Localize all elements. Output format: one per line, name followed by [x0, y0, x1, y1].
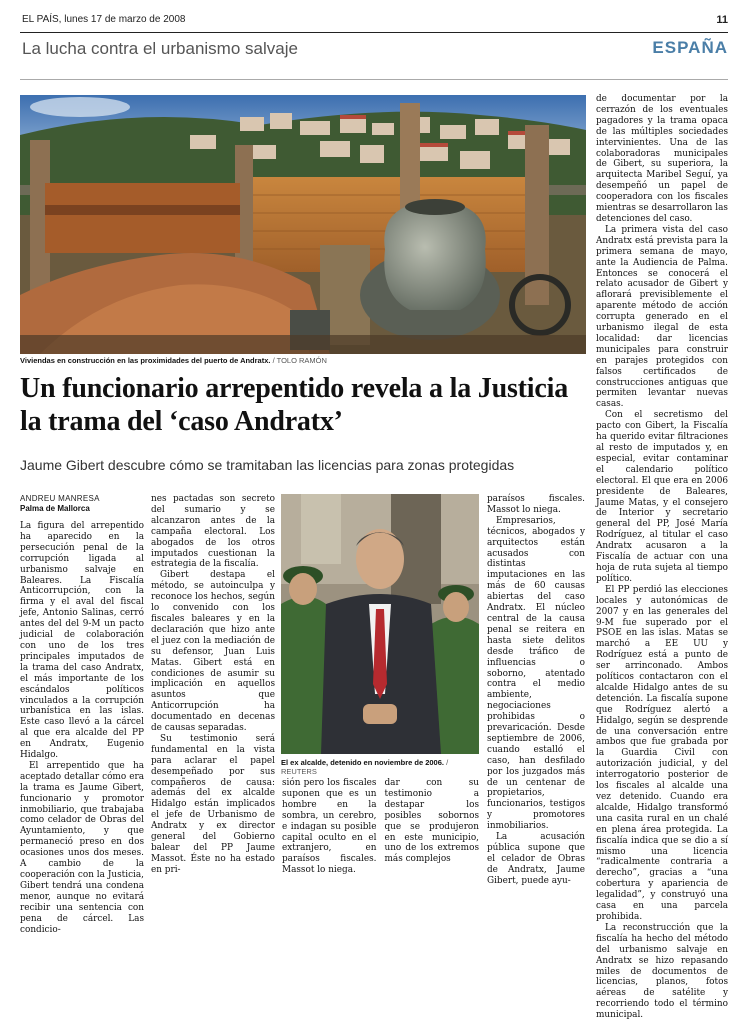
paragraph: Empresarios, técnicos, abogados y arquitectos están acusados con distintas imputaciones en las más de 60 causas abiertas del caso Andratx. El núcleo central de la causa penal se reitera en hasta siete delitos desde tráfico de influencias o soborno, atentado contra el medio ambiente, negociaciones prohibidas o prevaricación. Desde septiembre de 2006, cuando estalló el caso, han desfilado por los juzgados más de un centenar de propietarios, funcionarios, testigos y promotores inmobiliarios. [487, 515, 585, 832]
caption-text: Viviendas en construcción en las proximidades del puerto de Andratx. [20, 356, 271, 365]
article-headline: Un funcionario arrepentido revela a la Justicia la trama del ‘caso Andratx’ [20, 373, 568, 437]
byline-author: ANDREU MANRESA [20, 494, 100, 503]
section-title: La lucha contra el urbanismo salvaje [22, 39, 298, 58]
paragraph: El arrepentido que ha aceptado detallar cómo era la trama es Jaume Gibert, funcionario y promotor inmobiliario, que trabajaba como celador de Obras del Ayuntamiento, y que permaneció preso en dos ocasiones unos dos meses. A cambio de la cooperación con la Justicia, Gibert tendrá una condena menor, aunque no evitará recibir una sentencia con pena de cárcel. Las condicio- [20, 760, 144, 935]
caption-text-2: El ex alcalde, detenido en noviembre de 2006. [281, 758, 444, 767]
paragraph: Su testimonio será fundamental en la vista para aclarar el papel desempeñado por sus compañeros de causa: además del ex alcalde Hidalgo están implicados el jefe de Urbanismo de Andratx y ex director general del Gobierno balear del PP Jaume Massot. Éste no ha estado en pri- [151, 733, 275, 875]
paragraph: de documentar por la cerrazón de los eventuales pagadores y la trama opaca de las múltiples sociedades intervinientes. Una de las colaboradoras municipales de Gibert, su superiora, la arquitecta Maribel Seguí, ya desempeñó un papel de cooperadora con los fiscales mientras se desarrollaron las detenciones del caso. [596, 94, 728, 224]
page-number: 11 [716, 14, 728, 26]
photo-credit: / TOLO RAMÓN [272, 356, 327, 365]
section-country: ESPAÑA [652, 38, 728, 57]
paragraph: dar con su testimonio a destapar los posibles sobornos que se produjeron en este municipio, uno de los extremos más complejos [384, 778, 479, 865]
paragraph: paraísos fiscales. Massot lo niega. [487, 494, 585, 515]
paragraph: La reconstrucción que la fiscalía ha hecho del método del urbanismo salvaje en Andratx se hizo repasando miles de documentos de licencias, planos, fotos aéreas de satélite y recorriendo todo el término municipal. [596, 922, 728, 1021]
article-subhead: Jaume Gibert descubre cómo se tramitaban las licencias para zonas protegidas [20, 457, 515, 473]
arrest-scene-image [281, 494, 479, 754]
paragraph: La figura del arrepentido ha aparecido en la persecución penal de la corrupción ligada al urbanismo salvaje en Baleares. La Fiscalía Anticorrupción, con la firma y el aval del fiscal jefe, Antonio Salinas, cerró antes del del 9-M un pacto judicial de colaboración con uno de los tres principales imputados de la trama del caso Andratx, el más importante de los escándalos políticos vinculados a la corrupción urbanística en las islas. Este caso llevó a la cárcel al que era alcalde del PP en Andratx, Eugenio Hidalgo. [20, 521, 144, 761]
article-column-1 [20, 521, 144, 935]
photo-caption [20, 356, 327, 365]
byline-location: Palma de Mallorca [20, 504, 90, 513]
top-rule [20, 32, 728, 33]
article-column-4 [487, 494, 585, 887]
construction-scene-image [20, 95, 586, 354]
section-rule [20, 79, 728, 80]
article-column-5 [596, 94, 728, 1021]
paragraph: El PP perdió las elecciones locales y autonómicas de 2007 y en las generales del 9-M fue superado por el PSOE en las islas. Matas se marchó a EE UU y Rodríguez está a punto de ser arrinconado. Ambos políticos contactaron con el alcalde Hidalgo antes de su detención. La fiscalía supone que Rodríguez alertó a Hidalgo, según se desprende de una conversación entre ambos que fue grabada por la Guardia Civil con autorización judicial, y del interrogatorio posterior de los fiscales al alcalde una vez detenido. Cuando era alcalde, Hidalgo transformó una casita rural en un chalé en plena área protegida. La fiscalía indica que se dio a sí mismo una licencia “radicalmente contraria a derecho”, gracias a “una cobertura y apariencia de legalidad”, y construyó una casa en una parcela prohibida. [596, 584, 728, 922]
construction-photo [20, 95, 586, 354]
paragraph: Con el secretismo del pacto con Gibert, la Fiscalía ha querido evitar filtraciones al resto de imputados y, en especial, evitar contaminar el calendario político electoral. El que era en 2006 presidente de Baleares, Jaume Matas, y el consejero de Interior y secretario general del PP, José María Rodríguez, al titular el caso Andratx acusaron a la Fiscalía de actuar con una hoja de ruta sujeta al tiempo político. [596, 410, 728, 584]
photo-credit-2: / REUTERS [281, 758, 449, 776]
paper-date: EL PAÍS, lunes 17 de marzo de 2008 [22, 14, 186, 25]
paragraph: La acusación pública supone que el celador de Obras de Andratx, Jaume Gibert, puede ayu- [487, 832, 585, 886]
masthead [22, 14, 728, 30]
paragraph: nes pactadas son secreto del sumario y se alcanzaron antes de la campaña electoral. Los abogados de los otros imputados cuestionan la estrategia de la fiscalía. [151, 494, 275, 570]
arrest-photo [281, 494, 479, 754]
paragraph: sión pero los fiscales suponen que es un hombre en la sombra, un cerebro, e indagan su posible capital oculto en el extranjero, en paraísos fiscales. Massot lo niega. [282, 778, 377, 876]
article-column-2 [151, 494, 275, 876]
article-column-3 [282, 778, 479, 876]
photo-caption-2 [281, 758, 481, 776]
paragraph: Gibert destapa el método, se autoinculpa y reconoce los hechos, según lo convenido con los fiscales baleares y en la declaración que hizo ante el juez con la mediación de su defensor, Juan Luis Matas. Gibert está en condiciones de asumir su implicación en aquellos asuntos que Anticorrupción ha documentado en decenas de causas separadas. [151, 570, 275, 734]
paragraph: La primera vista del caso Andratx está prevista para la primera semana de mayo, ante la Audiencia de Palma. Entonces se conocerá el relato acusador de Gibert y aflorará previsiblemente el aparente método de acción corrupta generado en el urbanismo ilegal de esta localidad: dar licencias municipales para construir en parajes protegidos con falsos certificados de construcciones antiguas que permiten levantar nuevas casas. [596, 224, 728, 410]
